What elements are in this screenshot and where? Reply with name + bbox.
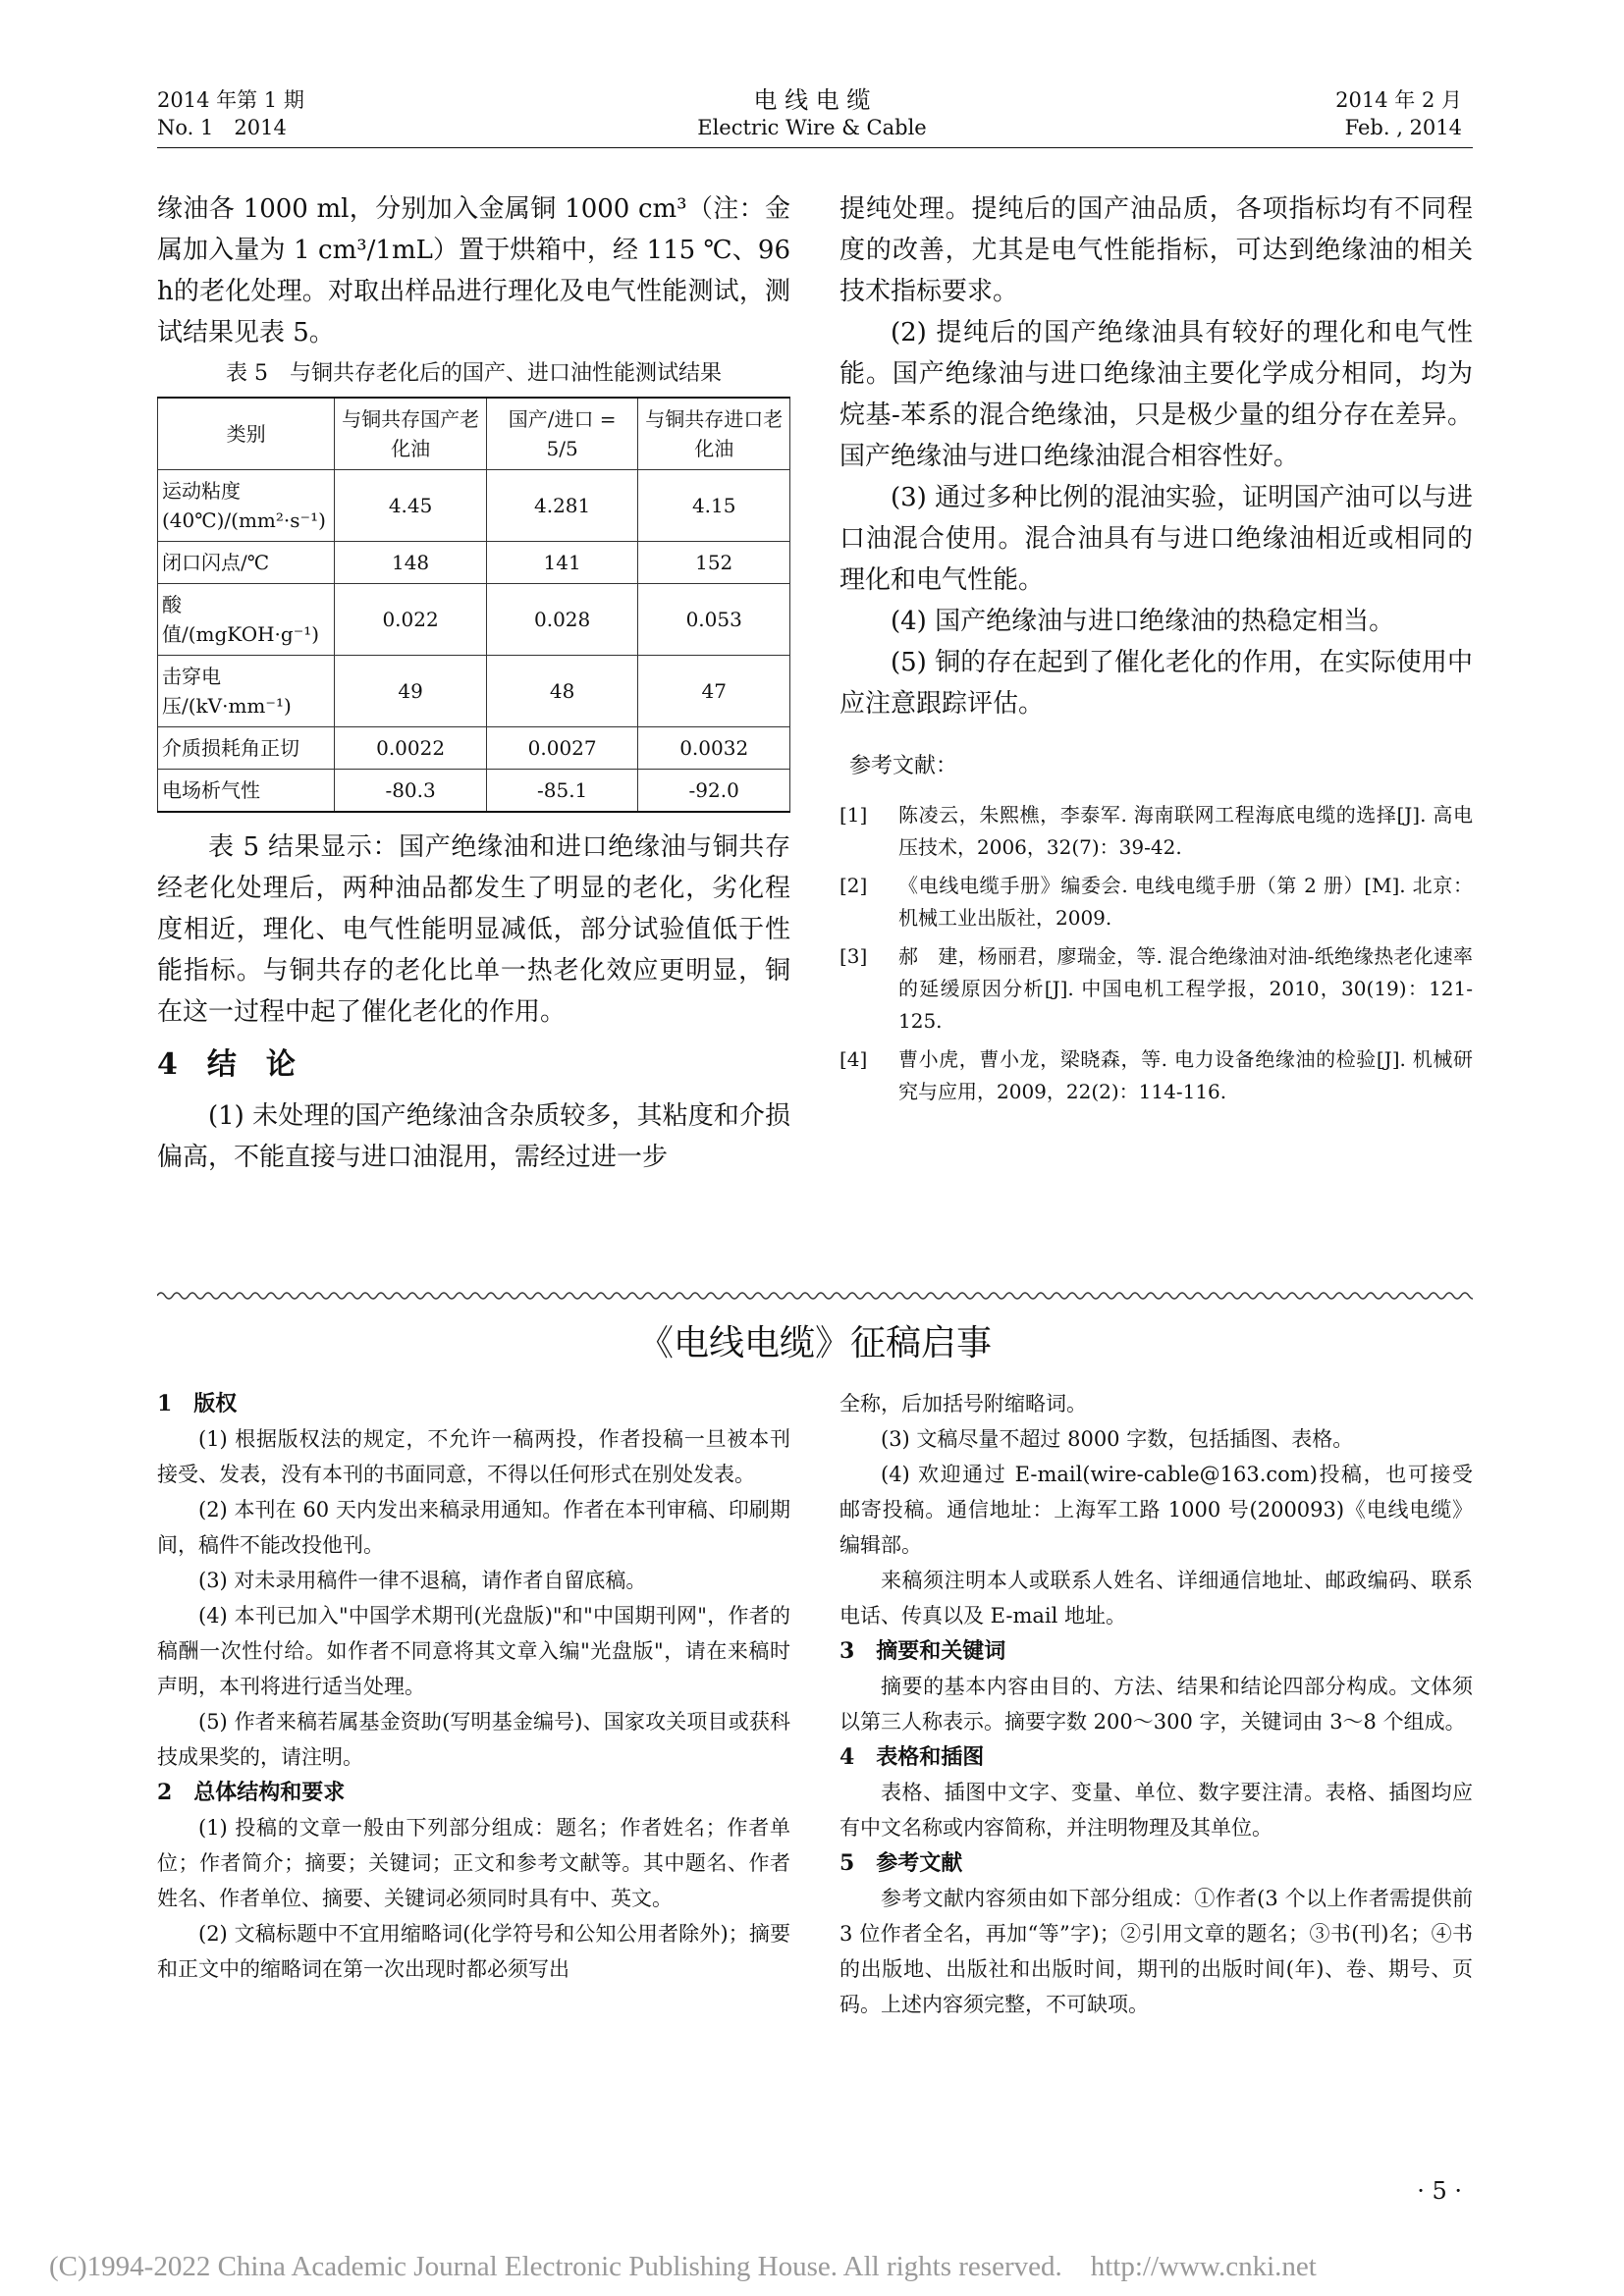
notice-section-3: 3 摘要和关键词	[839, 1638, 1006, 1664]
table-cell: 0.022	[335, 584, 487, 656]
references-list	[839, 799, 1473, 1108]
journal-title-cn: 电 线 电 缆	[753, 86, 871, 114]
reference-number: [2]	[839, 874, 868, 897]
notice-paragraph: (1) 根据版权法的规定，不允许一稿两投，作者投稿一旦被本刊接受、发表，没有本刊的书面同意，不得以任何形式在别处发表。	[157, 1427, 790, 1486]
table-header: 类别	[158, 398, 335, 470]
copyright-footer: (C)1994-2022 China Academic Journal Electronic Publishing House. All rights reserved. http://www.cnki.net	[49, 2251, 1317, 2282]
table-cell: 49	[335, 656, 487, 727]
reference-item	[839, 940, 1473, 1038]
notice-paragraph: (2) 文稿标题中不宜用缩略词(化学符号和公知公用者除外)；摘要和正文中的缩略词在第一次出现时都必须写出	[157, 1922, 790, 1981]
table-cell: 141	[486, 542, 638, 584]
table-cell: 0.0022	[335, 727, 487, 770]
table-cell: 运动粘度(40℃)/(mm²·s⁻¹)	[158, 470, 335, 542]
header-right	[1335, 86, 1462, 141]
table-cell: -85.1	[486, 770, 638, 813]
table-cell: 击穿电压/(kV·mm⁻¹)	[158, 656, 335, 727]
table-cell: 介质损耗角正切	[158, 727, 335, 770]
table-header: 国产/进口 = 5/5	[486, 398, 638, 470]
table-cell: 电场析气性	[158, 770, 335, 813]
notice-right-column	[839, 1386, 1473, 2022]
table-cell: 48	[486, 656, 638, 727]
table-cell: 152	[638, 542, 790, 584]
issue-en: No. 1 2014	[157, 116, 287, 139]
table-cell: -92.0	[638, 770, 790, 813]
conclusion-4: (4) 国产绝缘油与进口绝缘油的热稳定相当。	[891, 607, 1395, 636]
table-cell: 闭口闪点/℃	[158, 542, 335, 584]
notice-paragraph: (4) 本刊已加入"中国学术期刊(光盘版)"和"中国期刊网"，作者的稿酬一次性付给。如作者不同意将其文章入编"光盘版"，请在来稿时声明，本刊将进行适当处理。	[157, 1604, 790, 1698]
left-column	[157, 188, 790, 1178]
notice-paragraph: (1) 投稿的文章一般由下列部分组成：题名；作者姓名；作者单位；作者简介；摘要；关键词；正文和参考文献等。其中题名、作者姓名、作者单位、摘要、关键词必须同时具有中、英文。	[157, 1816, 790, 1910]
notice-paragraph: 摘要的基本内容由目的、方法、结果和结论四部分构成。文体须以第三人称表示。摘要字数 200～300 字，关键词由 3～8 个组成。	[839, 1675, 1473, 1734]
conclusion-5: (5) 铜的存在起到了催化老化的作用，在实际使用中应注意跟踪评估。	[839, 648, 1473, 719]
table-cell: 47	[638, 656, 790, 727]
table-cell: 0.0032	[638, 727, 790, 770]
notice-title: 《电线电缆》征稿启事	[637, 1323, 992, 1363]
table-cell: 0.028	[486, 584, 638, 656]
conclusion-1-cont: 提纯处理。提纯后的国产油品质，各项指标均有不同程度的改善，尤其是电气性能指标，可达到绝缘油的相关技术指标要求。	[839, 194, 1473, 306]
reference-text: 郝 建，杨丽君，廖瑞金，等. 混合绝缘油对油-纸绝缘热老化速率的延缓原因分析[J]. 中国电机工程学报，2010，30(19)：121-125.	[898, 944, 1473, 1033]
conclusion-1: (1) 未处理的国产绝缘油含杂质较多，其粘度和介损偏高，不能直接与进口油混用，需经过进一步	[157, 1101, 790, 1172]
date-en: Feb. , 2014	[1344, 116, 1462, 139]
notice-paragraph: 参考文献内容须由如下部分组成：①作者(3 个以上作者需提供前 3 位作者全名，再加“等”字)；②引用文章的题名；③书(刊)名；④书的出版地、出版社和出版时间，期刊的出版时间(年)、卷、期号、页码。上述内容须完整，不可缺项。	[839, 1887, 1473, 2016]
right-column	[839, 188, 1473, 1114]
table-cell: 0.0027	[486, 727, 638, 770]
notice-paragraph: 全称，后加括号附缩略词。	[839, 1392, 1087, 1415]
reference-number: [4]	[839, 1047, 868, 1071]
table-cell: 酸值/(mgKOH·g⁻¹)	[158, 584, 335, 656]
table-row	[158, 656, 790, 727]
notice-paragraph: (4) 欢迎通过 E-mail(wire-cable@163.com)投稿，也可接受邮寄投稿。通信地址：上海军工路 1000 号(200093)《电线电缆》编辑部。	[839, 1463, 1473, 1557]
table-cell: 4.45	[335, 470, 487, 542]
reference-item	[839, 799, 1473, 864]
notice-paragraph: (3) 对未录用稿件一律不退稿，请作者自留底稿。	[198, 1569, 647, 1592]
notice-left-column	[157, 1386, 790, 1987]
intro-paragraph: 缘油各 1000 ml，分别加入金属铜 1000 cm³（注：金属加入量为 1 cm³/1mL）置于烘箱中，经 115 ℃、96 h的老化处理。对取出样品进行理化及电气性能测试，测试结果见表 5。	[157, 194, 790, 347]
table-row	[158, 584, 790, 656]
table-row	[158, 470, 790, 542]
table-header-row	[158, 398, 790, 470]
reference-number: [1]	[839, 803, 868, 827]
notice-paragraph: (5) 作者来稿若属基金资助(写明基金编号)、国家攻关项目或获科技成果奖的，请注明。	[157, 1710, 790, 1769]
notice-section-4: 4 表格和插图	[839, 1744, 985, 1770]
notice-paragraph: (3) 文稿尽量不超过 8000 字数，包括插图、表格。	[881, 1427, 1354, 1451]
table-row	[158, 727, 790, 770]
notice-section-2: 2 总体结构和要求	[157, 1780, 346, 1805]
journal-title-en: Electric Wire & Cable	[697, 116, 927, 139]
table-cell: 4.15	[638, 470, 790, 542]
references-title: 参考文献：	[849, 754, 958, 778]
table-cell: 148	[335, 542, 487, 584]
table-cell: -80.3	[335, 770, 487, 813]
conclusion-3: (3) 通过多种比例的混油实验，证明国产油可以与进口油混合使用。混合油具有与进口绝缘油相近或相同的理化和电气性能。	[839, 483, 1473, 595]
table-cell: 4.281	[486, 470, 638, 542]
notice-paragraph: (2) 本刊在 60 天内发出来稿录用通知。作者在本刊审稿、印刷期间，稿件不能改投他刊。	[157, 1498, 790, 1557]
issue-cn: 2014 年第 1 期	[157, 88, 304, 112]
table-cell: 0.053	[638, 584, 790, 656]
table-row	[158, 770, 790, 813]
notice-section-1: 1 版权	[157, 1391, 238, 1416]
table-header: 与铜共存国产老化油	[335, 398, 487, 470]
date-cn: 2014 年 2 月	[1335, 88, 1462, 112]
table-caption: 表 5 与铜共存老化后的国产、进口油性能测试结果	[226, 361, 722, 386]
table-header: 与铜共存进口老化油	[638, 398, 790, 470]
notice-paragraph: 表格、插图中文字、变量、单位、数字要注清。表格、插图均应有中文名称或内容简称，并注明物理及其单位。	[839, 1781, 1473, 1840]
reference-number: [3]	[839, 944, 868, 968]
section-heading-conclusion: 4 结 论	[157, 1047, 296, 1082]
reference-text: 《电线电缆手册》编委会. 电线电缆手册（第 2 册）[M]. 北京：机械工业出版社，2009.	[898, 874, 1473, 930]
page-number: · 5 ·	[1417, 2177, 1462, 2205]
reference-text: 陈凌云，朱熙樵，李泰军. 海南联网工程海底电缆的选择[J]. 高电压技术，2006，32(7)：39-42.	[898, 803, 1473, 859]
conclusion-2: (2) 提纯后的国产绝缘油具有较好的理化和电气性能。国产绝缘油与进口绝缘油主要化学成分相同，均为烷基-苯系的混合绝缘油，只是极少量的组分存在差异。国产绝缘油与进口绝缘油混合相容性好。	[839, 318, 1473, 471]
table-row	[158, 542, 790, 584]
header-center	[616, 86, 1008, 141]
reference-item	[839, 1043, 1473, 1108]
table-5	[157, 397, 790, 813]
wavy-divider	[157, 1289, 1473, 1303]
reference-item	[839, 870, 1473, 934]
reference-text: 曹小虎，曹小龙，梁晓森，等. 电力设备绝缘油的检验[J]. 机械研究与应用，2009，22(2)：114-116.	[898, 1047, 1473, 1103]
header-rule	[157, 147, 1473, 148]
notice-section-5: 5 参考文献	[839, 1850, 963, 1876]
header-left	[157, 86, 304, 141]
results-paragraph: 表 5 结果显示：国产绝缘油和进口绝缘油与铜共存经老化处理后，两种油品都发生了明显的老化，劣化程度相近，理化、电气性能明显减低，部分试验值低于性能指标。与铜共存的老化比单一热老化效应更明显，铜在这一过程中起了催化老化的作用。	[157, 832, 790, 1027]
notice-paragraph: 来稿须注明本人或联系人姓名、详细通信地址、邮政编码、联系电话、传真以及 E-mail 地址。	[839, 1569, 1473, 1628]
